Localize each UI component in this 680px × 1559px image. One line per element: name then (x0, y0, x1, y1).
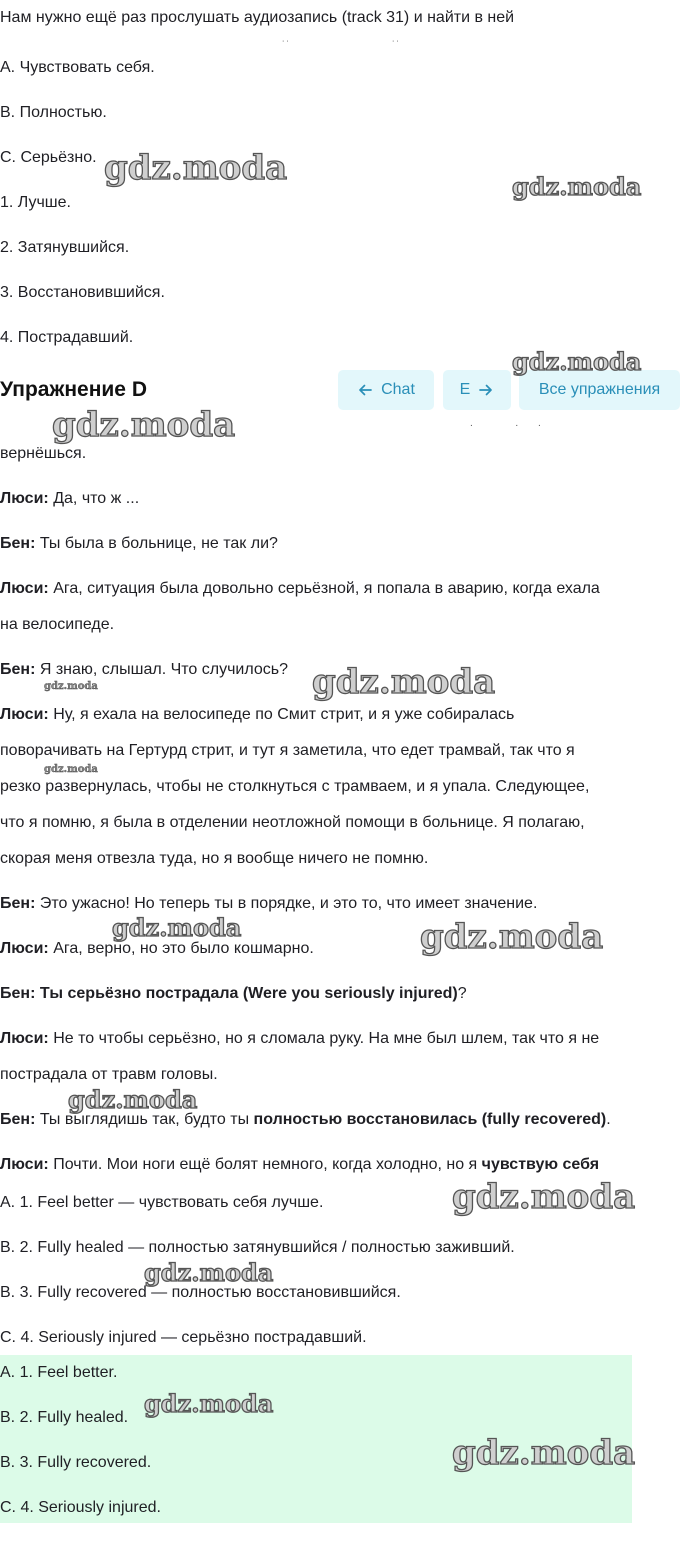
dialogue-line: Бен: Ты выглядишь так, будто ты полностью восстановилась (fully recovered). (0, 1111, 611, 1128)
speaker-name: Бен: (0, 535, 36, 552)
speaker-name: Люси: (0, 706, 49, 723)
cut-off-line-marks: . . . (470, 418, 542, 429)
dialogue-line: Люси: Ага, ситуация была довольно серьёзной, я попала в аварию, когда ехала (0, 580, 600, 597)
watermark: gdz.moda (44, 681, 98, 692)
speaker-name: Бен: (0, 661, 36, 678)
speaker-name: Люси: (0, 1156, 49, 1173)
next-exercise-label: E (459, 381, 471, 398)
next-exercise-button[interactable] (443, 370, 511, 410)
intro-text: Нам нужно ещё раз прослушать аудиозапись (track 31) и найти в ней (0, 9, 515, 26)
answer-item: B. 2. Fully healed. (0, 1409, 129, 1426)
arrow-right-icon (478, 382, 494, 398)
task-item: 1. Лучше. (0, 194, 71, 211)
speaker-name: Бен: (0, 895, 36, 912)
prev-exercise-button[interactable] (338, 370, 434, 410)
speaker-name: Люси: (0, 490, 49, 507)
task-item: 4. Пострадавший. (0, 329, 134, 346)
watermark: gdz.moda (312, 662, 496, 702)
dialogue-line: Бен: Ты была в больнице, не так ли? (0, 535, 278, 552)
task-item: A. Чувствовать себя. (0, 59, 155, 76)
dialogue-line: Бен: Я знаю, слышал. Что случилось? (0, 661, 289, 678)
dialogue-line: пострадала от травм головы. (0, 1066, 218, 1083)
watermark: gdz.moda (144, 1389, 274, 1418)
all-exercises-button[interactable] (519, 370, 680, 410)
speaker-name: Люси: (0, 1030, 49, 1047)
watermark: gdz.moda (512, 347, 642, 376)
speaker-name: Люси: (0, 940, 49, 957)
watermark: gdz.moda (452, 1177, 636, 1217)
speaker-name: Люси: (0, 580, 49, 597)
watermark: gdz.moda (68, 1085, 198, 1114)
dialogue-line: Люси: Ага, верно, но это было кошмарно. (0, 940, 314, 957)
dialogue-line: вернёшься. (0, 445, 87, 462)
answer-item: C. 4. Seriously injured. (0, 1499, 161, 1516)
dialogue-line: резко развернулась, чтобы не столкнуться с трамваем, и я упала. Следующее, (0, 778, 590, 795)
dialogue-line: Люси: Почти. Мои ноги ещё болят немного, когда холодно, но я чувствую себя (0, 1156, 600, 1173)
dialogue-line: Бен: Ты серьёзно пострадала (Were you seriously injured)? (0, 985, 467, 1002)
watermark: gdz.moda (52, 405, 236, 445)
dialogue-line: Люси: Не то чтобы серьёзно, но я сломала руку. На мне был шлем, так что я не (0, 1030, 600, 1047)
dialogue-line: Люси: Ну, я ехала на велосипеде по Смит стрит, и я уже собиралась (0, 706, 515, 723)
dialogue-line: поворачивать на Гертурд стрит, и тут я заметила, что едет трамвай, так что я (0, 742, 575, 759)
answer-item: A. 1. Feel better. (0, 1364, 118, 1381)
task-item: 3. Восстановившийся. (0, 284, 165, 301)
dialogue-line: Люси: Да, что ж ... (0, 490, 140, 507)
match-item: B. 2. Fully healed — полностью затянувшийся / полностью заживший. (0, 1239, 515, 1256)
speaker-name: Бен: (0, 1111, 36, 1128)
cut-off-line-marks: ˙˙ (392, 40, 401, 51)
watermark: gdz.moda (112, 913, 242, 942)
dialogue-line: что я помню, я была в отделении неотложной помощи в больнице. Я полагаю, (0, 814, 585, 831)
exercise-title: Упражнение D (0, 378, 147, 401)
cut-off-line-marks: ˙˙ (282, 40, 291, 51)
task-item: B. Полностью. (0, 104, 107, 121)
match-item: B. 3. Fully recovered — полностью восстановившийся. (0, 1284, 401, 1301)
arrow-left-icon (357, 382, 373, 398)
task-item: 2. Затянувшийся. (0, 239, 130, 256)
match-item: A. 1. Feel better — чувствовать себя лучше. (0, 1194, 324, 1211)
answer-item: B. 3. Fully recovered. (0, 1454, 152, 1471)
watermark: gdz.moda (104, 148, 288, 188)
match-item: C. 4. Seriously injured — серьёзно пострадавший. (0, 1329, 367, 1346)
speaker-name: Бен: (0, 985, 36, 1002)
watermark: gdz.moda (420, 917, 604, 957)
all-exercises-label: Все упражнения (538, 381, 661, 398)
prev-exercise-label: Chat (381, 381, 415, 398)
dialogue-line: на велосипеде. (0, 616, 115, 633)
task-item: C. Серьёзно. (0, 149, 97, 166)
watermark: gdz.moda (512, 172, 642, 201)
watermark: gdz.moda (144, 1258, 274, 1287)
watermark: gdz.moda (44, 764, 98, 775)
watermark: gdz.moda (452, 1433, 636, 1473)
dialogue-line: Бен: Это ужасно! Но теперь ты в порядке, и это то, что имеет значение. (0, 895, 538, 912)
dialogue-line: скорая меня отвезла туда, но я вообще ничего не помню. (0, 850, 429, 867)
